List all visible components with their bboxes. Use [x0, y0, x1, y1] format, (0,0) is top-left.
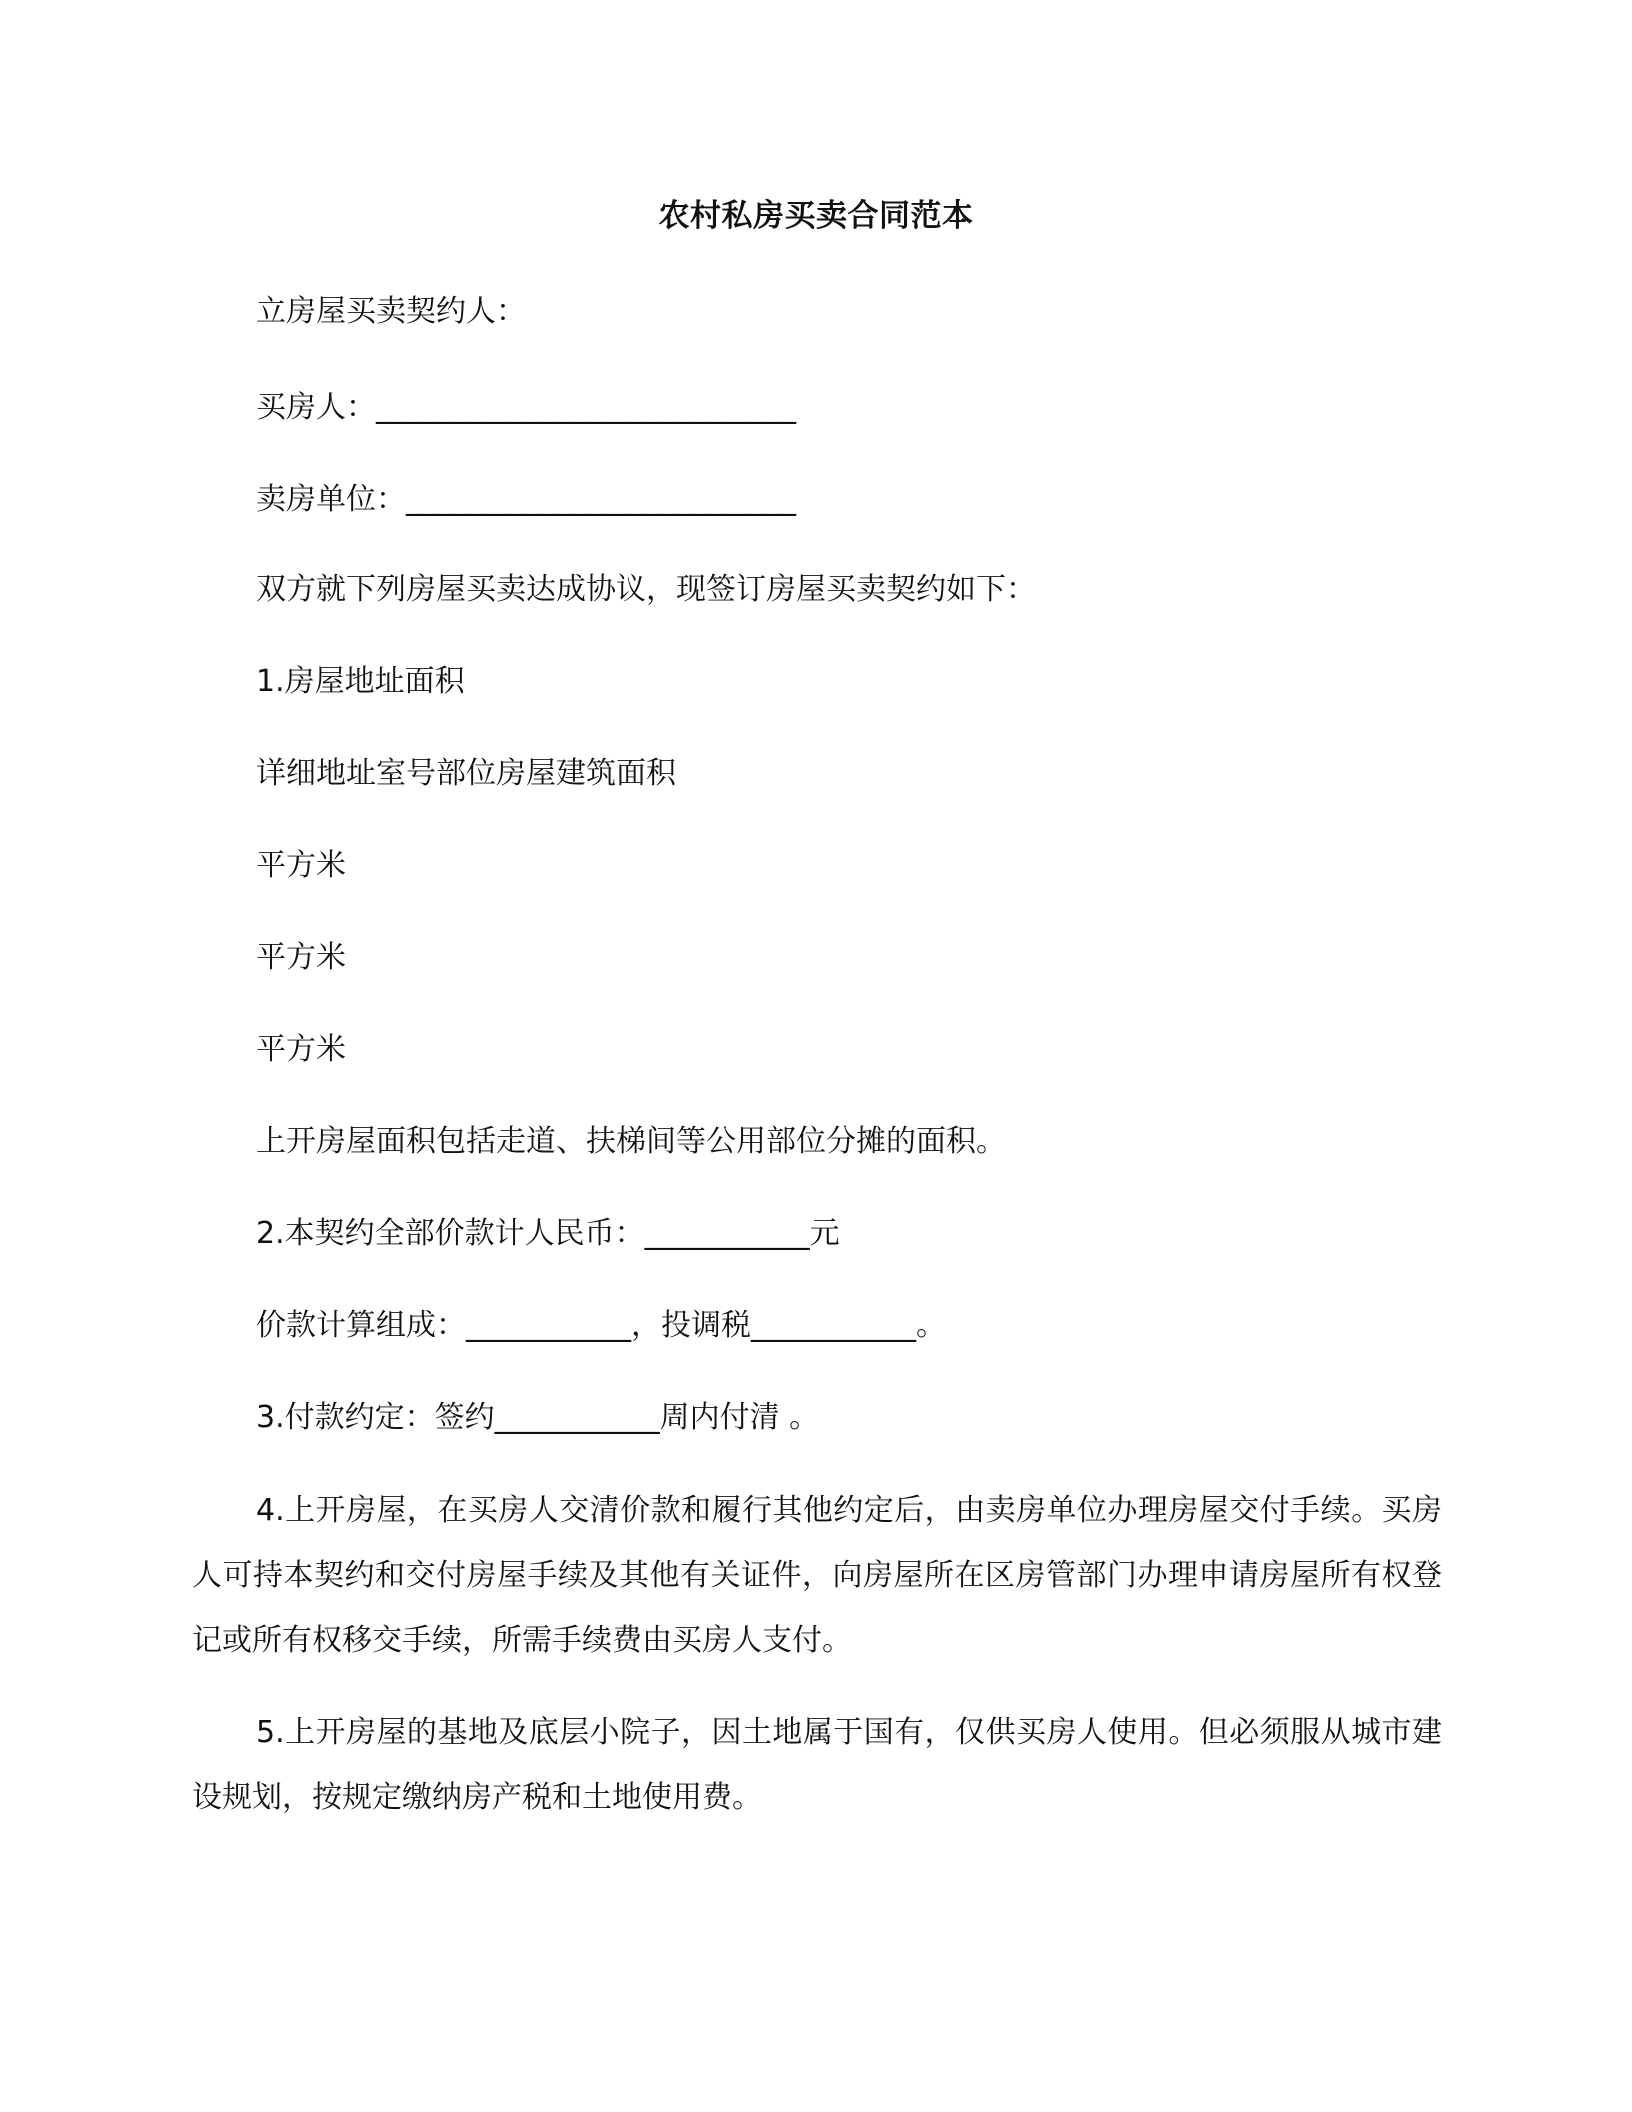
clause-2-price: 2.本契约全部价款计人民币：___________元: [256, 1216, 840, 1251]
document-title: 农村私房买卖合同范本: [658, 198, 974, 234]
clause-1-heading: 1.房屋地址面积: [256, 664, 465, 699]
buyer-line: 买房人：____________________________: [256, 390, 796, 425]
price-composition: 价款计算组成：___________，投调税___________。: [256, 1308, 946, 1343]
area-unit-2: 平方米: [256, 940, 346, 975]
clause-4-paragraph: 4.上开房屋，在买房人交清价款和履行其他约定后，由卖房单位办理房屋交付手续。买房人可持本契约和交付房屋手续及其他有关证件，向房屋所在区房管部门办理申请房屋所有权登记或所有权移交手续，所需手续费由买房人支付。: [192, 1493, 1442, 1658]
area-unit-1: 平方米: [256, 848, 346, 883]
shared-area-note: 上开房屋面积包括走道、扶梯间等公用部位分摊的面积。: [256, 1124, 1006, 1159]
clause-3-payment: 3.付款约定：签约___________周内付清 。: [256, 1400, 820, 1435]
agreement-intro: 双方就下列房屋买卖达成协议，现签订房屋买卖契约如下：: [256, 572, 1036, 607]
area-unit-3: 平方米: [256, 1032, 346, 1067]
contract-parties-heading: 立房屋买卖契约人：: [256, 294, 526, 329]
address-area-line: 详细地址室号部位房屋建筑面积: [256, 756, 676, 791]
seller-line: 卖房单位：__________________________: [256, 482, 796, 517]
clause-5-paragraph: 5.上开房屋的基地及底层小院子，因土地属于国有，仅供买房人使用。但必须服从城市建设规划，按规定缴纳房产税和土地使用费。: [192, 1715, 1442, 1815]
